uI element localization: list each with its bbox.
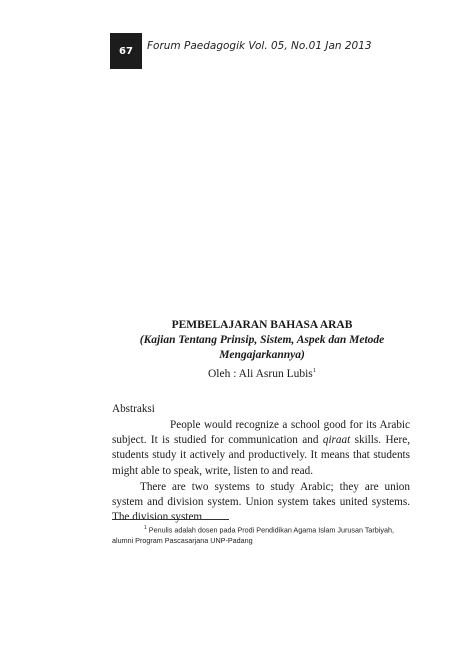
footnote-line-2: alumni Program Pascasarjana UNP-Padang [112, 536, 253, 546]
footnote-divider [112, 519, 229, 520]
article-subtitle-line-2: Mengajarkannya) [219, 349, 305, 361]
author-footnote-mark: 1 [312, 367, 317, 374]
running-header: Forum Paedagogik Vol. 05, No.01 Jan 2013 [147, 40, 372, 52]
article-subtitle-line-1: (Kajian Tentang Prinsip, Sistem, Aspek dan Metode [139, 334, 385, 346]
article-title-block [112, 318, 412, 382]
abstract-paragraph-2: There are two systems to study Arabic; they are union system and division system. Union system takes united systems. The division system [112, 481, 410, 524]
abstract-heading: Abstraksi [112, 403, 155, 415]
page-number: 67 [110, 33, 142, 69]
footnote-mark: 1 [144, 525, 147, 531]
abstract-paragraph-1 [112, 418, 410, 479]
article-author [112, 363, 412, 382]
article-title: PEMBELAJARAN BAHASA ARAB [171, 319, 353, 331]
author-name: Oleh : Ali Asrun Lubis [207, 367, 313, 380]
abstract-paragraph-1-part-1: People would recognize a school good for its Arabic subject. It is studied for communication and [112, 419, 410, 447]
abstract-paragraph-1-part-2: skills. Here, students study it actively and productively. It means that students might able to speak, write, listen to and read. [112, 434, 410, 477]
footnote [112, 523, 412, 546]
abstract-paragraph-1-italic: qiraat [322, 434, 351, 447]
footnote-line-1 [112, 523, 412, 535]
footnote-text-1: Penulis adalah dosen pada Prodi Pendidikan Agama Islam Jurusan Tarbiyah, [146, 525, 394, 535]
